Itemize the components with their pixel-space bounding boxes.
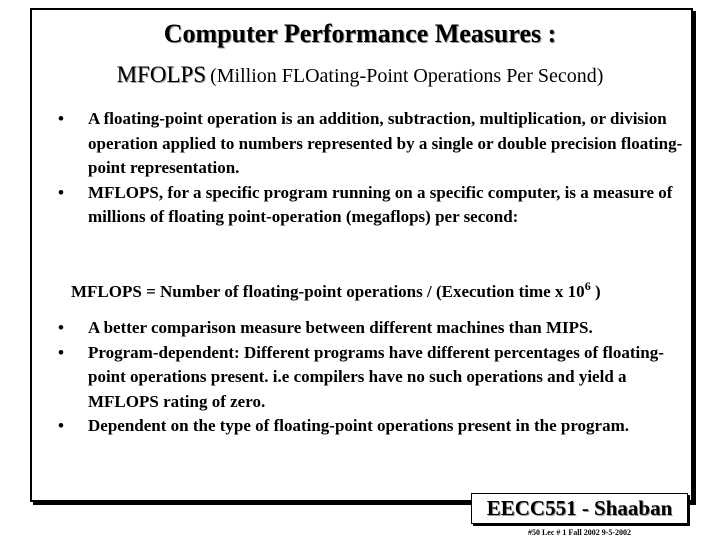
bullet-text: A better comparison measure between different machines than MIPS. [88, 318, 593, 337]
bullet-item [58, 341, 688, 415]
bullet-icon: • [58, 318, 64, 337]
bullet-text: MFLOPS, for a specific program running on a specific computer, is a measure of millions of floating point-operation (megaflops) per second: [88, 182, 673, 226]
bullet-item [58, 181, 688, 230]
subtitle-acronym: MFOLPS [116, 62, 207, 87]
formula-text: MFLOPS = Number of floating-point operations / (Execution time x 10 [71, 282, 585, 301]
formula-exponent: 6 [584, 279, 591, 293]
bullet-icon: • [58, 342, 64, 362]
subtitle-expansion: (Million FLOating-Point Operations Per Second) [210, 65, 604, 87]
bullet-icon: • [58, 182, 64, 202]
bullet-list-top [58, 107, 688, 230]
slide-title: Computer Performance Measures : [163, 19, 557, 48]
mflops-formula [71, 274, 601, 304]
course-label: EECC551 - Shaaban [471, 493, 688, 524]
bullet-list-bottom [58, 316, 688, 439]
bullet-text: Dependent on the type of floating-point operations present in the program. [88, 416, 630, 435]
bullet-icon: • [58, 109, 64, 128]
bullet-item [58, 316, 688, 341]
slide-subtitle [0, 61, 720, 89]
bullet-icon: • [58, 416, 64, 435]
formula-closing: ) [590, 282, 601, 301]
bullet-text: A floating-point operation is an addition, subtraction, multiplication, or division operation applied to numbers represented by a single or double precision floating-point representation. [88, 109, 683, 177]
slide-footer: #50 Lec # 1 Fall 2002 9-5-2002 [527, 528, 632, 537]
bullet-item [58, 414, 688, 439]
bullet-item [58, 107, 688, 181]
bullet-text: Program-dependent: Different programs have different percentages of floating-point operations present. i.e compilers have no such operations and yield a MFLOPS rating of zero. [88, 342, 664, 411]
